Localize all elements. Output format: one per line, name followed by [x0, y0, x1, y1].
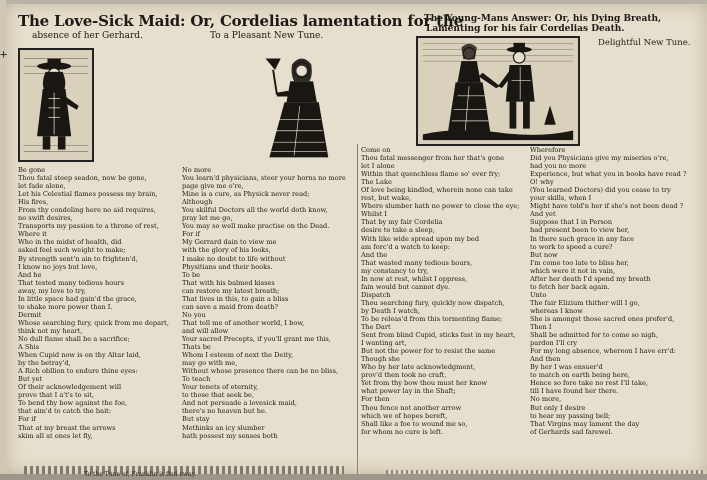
verse-line: But now	[530, 250, 558, 259]
right-ballad-subtitle: Lamenting for his fair Cordelias Death.	[426, 24, 625, 34]
verse-line: For my long absence, whereon I have err'd:	[530, 347, 676, 356]
lady-with-fan-icon	[256, 52, 334, 160]
verse-line: O! why	[530, 178, 554, 187]
verse-line: Dermit	[18, 310, 42, 319]
verse-line: Whilst I	[361, 210, 387, 219]
verse-line: there's no heaven but he.	[182, 407, 267, 416]
left-ballad-title: The Love-Sick Maid: Or, Cordelias lamentation for the	[18, 12, 463, 30]
verse-line: No more,	[530, 395, 562, 404]
left-ballad-subtitle: absence of her Gerhard.	[32, 31, 143, 41]
verse-line: pardon I'll cry	[530, 339, 578, 348]
verse-line: And the	[361, 250, 388, 259]
verse-line: can restore my latest breath;	[182, 286, 280, 295]
verse-line: Sent from blind Cupid, sticks fast in my heart,	[361, 331, 516, 340]
verse-line: In there such grace in any face	[530, 234, 634, 243]
verse-line: That tell me of another world, I bow,	[182, 318, 305, 327]
verse-line: (You learned Doctors) did you cease to try	[530, 186, 671, 195]
verse-line: for whom no cure is left.	[361, 427, 444, 436]
verse-line: To teach	[182, 375, 211, 384]
verse-line: And yet	[530, 210, 556, 219]
left-ballad-column-2	[182, 166, 354, 440]
left-ballad-column-1	[18, 166, 178, 440]
verse-line: let I alone	[361, 162, 395, 171]
verse-line: A Shis	[18, 343, 40, 352]
verse-line: to fetch her back again.	[530, 282, 610, 291]
verse-line: To bend thy bow against the foe,	[18, 399, 128, 408]
verse-line: For then	[361, 395, 390, 404]
verse-line: prov'd then took no craft,	[361, 371, 447, 380]
verse-line: Where slumber hath no power to close the eye;	[361, 202, 520, 211]
verse-line: She is amongst those sacred ones prefer'd,	[530, 314, 675, 323]
woodcut-couple	[416, 36, 580, 146]
verse-line: Whom I esteem of next the Deity,	[182, 351, 294, 360]
verse-line: Of their acknowledgement will	[18, 383, 122, 392]
woodcut-lady	[254, 50, 336, 162]
verse-line: asked feel such weight to make;	[18, 246, 126, 255]
right-ballad-tune: Delightful New Tune.	[598, 38, 691, 48]
verse-line: To be releas'd from this tormenting flame;	[361, 314, 503, 323]
verse-line: But stay	[182, 415, 210, 424]
verse-line: That by my fair Cordelia	[361, 218, 443, 227]
margin-mark: +	[0, 47, 8, 61]
verse-line: From thy condoling here no aid requires,	[18, 206, 156, 215]
verse-line: But not the power for to resist the same	[361, 347, 496, 356]
woodcut-gentleman	[18, 48, 94, 162]
verse-line: To be	[182, 270, 201, 279]
verse-line: away, my love to try,	[18, 286, 86, 295]
verse-line: to match on earth being here,	[530, 371, 630, 380]
verse-line: which were it not in vain,	[530, 266, 616, 275]
verse-line: No you	[182, 310, 206, 319]
verse-line: to work to speed a cure?	[530, 242, 613, 251]
verse-line: Though she	[361, 355, 400, 364]
verse-line: That Virgins may lament the day	[530, 419, 640, 428]
verse-line: Shall like a foe to wound me so,	[361, 419, 468, 428]
verse-line: Come on	[361, 146, 391, 154]
verse-line: The Dart	[361, 323, 391, 332]
verse-line: I'm come too late to bliss her,	[530, 258, 629, 267]
verse-line: of Gerhards sad farewel.	[530, 427, 613, 436]
verse-line: No dull flame shall be a sacrifice;	[18, 334, 130, 343]
verse-line: You learn'd physicians, steer your horns no more	[182, 174, 346, 183]
verse-line: Without whose presence there can be no bliss,	[182, 367, 339, 376]
left-ballad-tune: To a Pleasant New Tune.	[210, 31, 324, 41]
paper-left-edge	[0, 0, 6, 480]
verse-line: Thou fatal steep seadon, now be gone,	[18, 174, 147, 183]
verse-line: let fade alone,	[18, 182, 66, 191]
verse-line: Hence so fore take no rest I'll take,	[530, 379, 648, 388]
verse-line: with the glory of his looks,	[182, 246, 271, 255]
verse-line: After her death I'd spend my breath	[530, 274, 651, 283]
verse-line: Transports my passion to a throne of rest,	[18, 222, 159, 231]
verse-line: no swift desires,	[18, 214, 73, 223]
verse-line: Although	[182, 198, 213, 207]
verse-line: By strength sent'n ain to frighten'd,	[18, 254, 138, 263]
verse-line: That lives in this, to gain a bliss	[182, 294, 289, 303]
verse-line: prove that I a't's to sit,	[18, 391, 94, 400]
verse-line: When Cupid now is on thy Altar laid,	[18, 351, 141, 360]
verse-line: whereas I know	[530, 306, 583, 315]
verse-line: I know no joys but love,	[18, 262, 98, 271]
verse-line: Your tenets of eternity,	[182, 383, 259, 392]
column-divider	[357, 144, 358, 474]
verse-line: You may so well make practise on the Dead.	[182, 222, 330, 231]
verse-line: Might have told'n her if she's not been dead ?	[530, 202, 684, 211]
verse-line: till I have found her there.	[530, 387, 619, 396]
verse-line: fain would but cannot dye.	[361, 282, 451, 291]
verse-line: by Death I watch,	[361, 306, 421, 315]
verse-line: The Lake	[361, 178, 392, 187]
right-ballad-title: The Young-Mans Answer: Or, his Dying Breath,	[424, 14, 662, 24]
verse-line: can save a maid from death?	[182, 302, 279, 311]
verse-line: And he	[18, 270, 42, 279]
verse-line: For if	[18, 415, 36, 424]
verse-line: I make no doubt to life without	[182, 254, 286, 263]
verse-line: With like wide spread upon my bed	[361, 234, 480, 243]
verse-line: what power lay in the Shaft;	[361, 387, 456, 396]
verse-line: pray let me go,	[182, 214, 233, 223]
verse-line: had present been to view her,	[530, 226, 630, 235]
verse-line: and will allow	[182, 326, 229, 335]
verse-line: Unto	[530, 290, 547, 299]
verse-line: Shall be admitted for to come so nigh,	[530, 331, 658, 340]
verse-line: skim all at ones let fly,	[18, 431, 93, 440]
verse-line: In now at rest, whilst I oppress,	[361, 274, 468, 283]
verse-line: I wanting art,	[361, 339, 407, 348]
verse-line: That at my breast the arrows	[18, 423, 116, 432]
right-ballad-column-1	[361, 146, 529, 436]
verse-line: am forc'd a watch to keep:	[361, 242, 450, 251]
footer-tune-line: To the Tune of, Franklin is fled away.	[84, 471, 197, 478]
verse-line: which we of hopes bereft,	[361, 411, 448, 420]
verse-line: Be gone	[18, 166, 46, 174]
verse-line: For if	[182, 230, 200, 239]
verse-line: And not persuade a lovesick maid,	[182, 399, 297, 408]
verse-line: In little space had gain'd the grace,	[18, 294, 137, 303]
verse-line: But yet	[18, 375, 43, 384]
verse-line: Yet from thy bow thou must her know	[361, 379, 488, 388]
verse-line: to those that seek be,	[182, 391, 255, 400]
verse-line: by the betray'd,	[18, 359, 71, 368]
verse-line: The fair Elizium thither will I go,	[530, 298, 640, 307]
verse-line: Thou fence not another arrow	[361, 403, 462, 412]
broadside-sheet	[6, 4, 707, 474]
verse-line: desire to take a sleep,	[361, 226, 435, 235]
verse-line: That wasted many tedious hours,	[361, 258, 473, 267]
verse-line: to shake more power than I.	[18, 302, 113, 311]
verse-line: page give me o're,	[182, 182, 244, 191]
verse-line: may go with me,	[182, 359, 238, 368]
verse-line: Experience, but what you in books have read ?	[530, 170, 687, 179]
verse-line: my constancy to try,	[361, 266, 429, 275]
verse-line: Suppose that I in Person	[530, 218, 613, 227]
verse-line: That with his balmed kisses	[182, 278, 275, 287]
verse-line: Thats be	[182, 343, 211, 352]
right-ballad-column-2	[530, 146, 707, 436]
verse-line: That tested many tedious hours	[18, 278, 124, 287]
verse-line: think not my heart,	[18, 326, 83, 335]
verse-line: that aim'd to catch the bait:	[18, 407, 112, 416]
verse-line: Of love being kindled, wherein none can take	[361, 186, 513, 195]
verse-line: Within that quenchless flame so' ever fry;	[361, 170, 501, 179]
verse-line: Your sacred Precepts, if you'll grant me this,	[182, 334, 331, 343]
verse-line: You skilful Doctors all the world doth know,	[182, 206, 328, 215]
verse-line: Thou searching fury, quickly now dispatch,	[361, 298, 505, 307]
verse-line: By her I was ensuer'd	[530, 363, 603, 372]
verse-line: Where it	[18, 230, 47, 239]
verse-line: to hear my passing bell;	[530, 411, 611, 420]
verse-line: hath possest my senses both	[182, 431, 278, 440]
verse-line: Physitians and their books.	[182, 262, 273, 271]
verse-line: My Gerrard dain to view me	[182, 238, 277, 247]
verse-line: your skills, when I	[530, 194, 592, 203]
verse-line: Methinks an icy slumber	[182, 423, 265, 432]
verse-line: Mine is a cure, as Physick never read;	[182, 190, 310, 199]
verse-line: And then	[530, 355, 561, 364]
verse-line: had you no more	[530, 162, 587, 171]
verse-line: Wherefore	[530, 146, 566, 154]
verse-line: Dispatch	[361, 290, 391, 299]
verse-line: No more	[182, 166, 212, 174]
verse-line: But only I desire	[530, 403, 586, 412]
verse-line: His fires,	[18, 198, 49, 207]
verse-line: Who by her late acknowledgment,	[361, 363, 476, 372]
verse-line: A Rich obllion to endure thine eyes:	[18, 367, 138, 376]
verse-line: rest, but wake,	[361, 194, 412, 203]
verse-line: Who in the midst of health, did	[18, 238, 122, 247]
verse-line: Whose searching fury, quick from me depart,	[18, 318, 169, 327]
gentleman-figure-icon	[20, 50, 92, 160]
verse-line: Then I	[530, 323, 552, 332]
couple-scene-icon	[418, 38, 578, 144]
verse-line: Thou fatal messenger from her that's gone	[361, 154, 504, 163]
verse-line: Did you Physicians give my miseries o're,	[530, 154, 669, 163]
verse-line: Let his Celestial flames possess my brain,	[18, 190, 158, 199]
